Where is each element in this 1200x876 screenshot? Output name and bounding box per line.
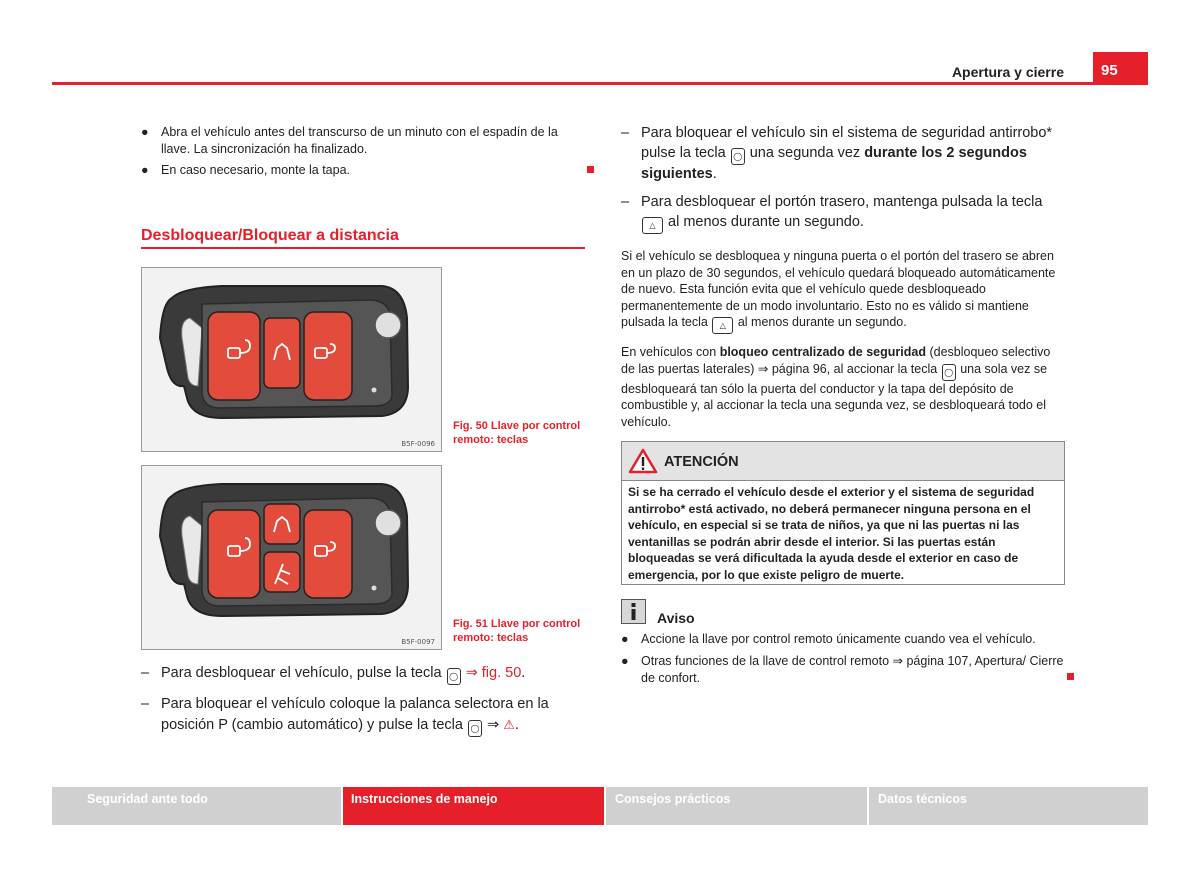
paragraph-text-middle: (desbloqueo selectivo de las puertas laterales) ⇒ página 96, al accionar la tecla [621, 345, 1051, 376]
step-text: Para desbloquear el vehículo, pulse la tecla [161, 665, 442, 681]
header-rule [52, 82, 1148, 85]
figure-caption: Fig. 51 Llave por control remoto: teclas [453, 618, 581, 644]
instruction-step [621, 193, 1065, 234]
unlock-button [208, 510, 260, 598]
figure-caption: Fig. 50 Llave por control remoto: teclas [453, 420, 581, 446]
paragraph-bold: bloqueo centralizado de seguridad [719, 345, 926, 359]
warning-header [622, 442, 1064, 481]
lock-button [304, 510, 352, 598]
paragraph-text: Si el vehículo se desbloquea y ninguna puerta o el portón del trasero se abren en un plazo de 30 segundos, el vehículo quedará bloqueado automáticamente de nuevo. Esta función evita que el vehículo quede desbloqueado permanentemente de un modo involuntario. Esto no es válido si mantiene pulsada la tecla [621, 249, 1056, 329]
step-dash: – [141, 665, 150, 681]
paragraph-text: En vehículos con [621, 345, 717, 359]
remote-key-illustration [142, 466, 443, 651]
instruction-step [141, 695, 586, 737]
lock-key-icon: ◯ [468, 720, 482, 737]
info-glyph [622, 600, 645, 623]
paragraph-text-end: al menos durante un segundo. [737, 315, 907, 329]
paragraph-text-end: una sola vez se desbloqueará tan sólo la puerta del conductor y la tapa del depósito de combustible y, al accionar la tecla una segunda vez, se desbloqueará todo el vehículo. [621, 361, 1048, 429]
running-header-title: Apertura y cierre [951, 64, 1064, 80]
list-item [141, 124, 581, 158]
bullet-marker: ● [621, 654, 629, 668]
trunk-key-icon: △ [642, 217, 663, 234]
warning-triangle-icon [628, 448, 658, 474]
step-dash: – [621, 194, 630, 210]
figure-code: B5F-0096 [401, 440, 435, 448]
list-item [621, 631, 1065, 648]
trunk-button [264, 318, 300, 388]
lock-key-icon: ◯ [731, 148, 745, 165]
bullet-text: En caso necesario, monte la tapa. [161, 163, 351, 177]
body-paragraph [621, 248, 1065, 334]
unlock-key-icon: ◯ [942, 364, 956, 381]
figure-key-remote-1 [141, 267, 442, 452]
bullet-text: Accione la llave por control remoto únicamente cuando vea el vehículo. [641, 632, 1036, 646]
footer-tab-instrucciones[interactable]: Instrucciones de manejo [343, 787, 604, 825]
section-heading: Desbloquear/Bloquear a distancia [141, 227, 399, 244]
unlock-key-icon: ◯ [447, 668, 461, 685]
step-text-end: . [521, 665, 526, 681]
step-text-end: . [514, 716, 519, 733]
figure-key-remote-2 [141, 465, 442, 650]
step-text-middle: una segunda vez [749, 144, 861, 161]
step-text-end: al menos durante un segundo. [668, 213, 864, 230]
bullet-text: Otras funciones de la llave de control remoto ⇒ página 107, Apertura/ Cierre de confort. [641, 654, 1064, 685]
reference-arrow: ⇒ [487, 716, 500, 733]
key-release-button [375, 312, 401, 338]
body-paragraph [621, 344, 1065, 430]
list-item [621, 653, 1065, 687]
step-text: Para desbloquear el portón trasero, mantenga pulsada la tecla [641, 194, 1043, 210]
footer-tab-datos[interactable]: Datos técnicos [869, 787, 1148, 825]
lock-button [304, 312, 352, 400]
page-number: 95 [1093, 52, 1148, 85]
step-text: Para bloquear el vehículo sin el sistema de seguridad antirrobo* pulse la tecla [641, 125, 1053, 161]
instruction-step [621, 124, 1065, 184]
key-release-button [375, 510, 401, 536]
warning-reference-icon[interactable]: ⚠ [503, 716, 515, 732]
note-title: Aviso [657, 610, 695, 626]
panic-button [264, 552, 300, 592]
bullet-marker: ● [141, 163, 149, 177]
bullet-text: Abra el vehículo antes del transcurso de un minuto con el espadín de la llave. La sincronización ha finalizado. [161, 125, 558, 156]
end-of-section-marker [587, 166, 594, 173]
unlock-button [208, 312, 260, 400]
info-icon [621, 599, 646, 624]
figure-code: B5F-0097 [401, 638, 435, 646]
section-heading-rule [141, 247, 585, 249]
warning-text: Si se ha cerrado el vehículo desde el exterior y el sistema de seguridad antirrobo* está activado, no deberá permanecer ninguna persona en el vehículo, en especial si se trata de niños, ya que ni las puertas ni las ventanillas se podrán abrir desde el interior. Si las puertas están bloqueadas se verá dificultada la ayuda desde el exterior en caso de emergencia, por lo que existe peligro de muerte. [628, 485, 1035, 582]
remote-key-illustration [142, 268, 443, 453]
warning-box [621, 441, 1065, 585]
footer-tab-seguridad[interactable]: Seguridad ante todo [52, 787, 341, 825]
bullet-marker: ● [141, 125, 149, 139]
trunk-key-icon: △ [712, 317, 733, 334]
trunk-button [264, 504, 300, 544]
step-text-bold: durante los 2 segundos siguientes [641, 144, 1027, 182]
bullet-marker: ● [621, 632, 629, 646]
step-text: Para bloquear el vehículo coloque la palanca selectora en la posición P (cambio automático) y pulse la tecla [161, 696, 549, 733]
list-item [141, 162, 581, 179]
step-text-end: . [712, 165, 717, 182]
instruction-step [141, 664, 586, 685]
end-of-section-marker [1067, 673, 1074, 680]
warning-title: ATENCIÓN [664, 454, 739, 470]
footer-tab-consejos[interactable]: Consejos prácticos [606, 787, 867, 825]
step-dash: – [141, 696, 150, 712]
figure-reference-link[interactable]: ⇒ fig. 50 [465, 665, 522, 681]
step-dash: – [621, 125, 630, 141]
